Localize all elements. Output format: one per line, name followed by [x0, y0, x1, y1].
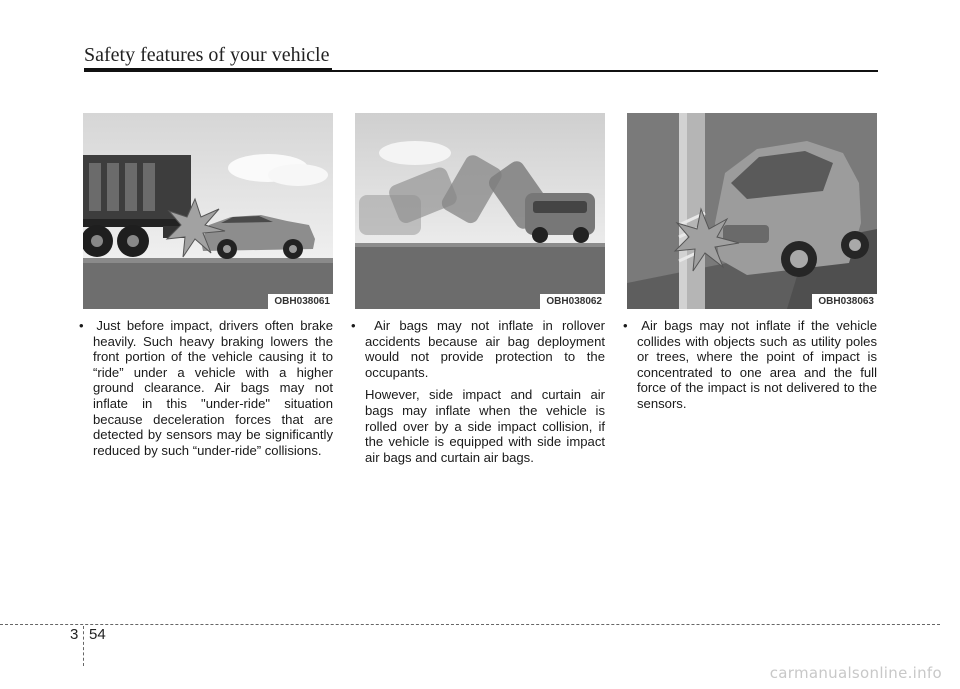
chapter-number: 3 — [70, 626, 79, 643]
figure-code: OBH038063 — [812, 294, 877, 309]
truck-underride-collision-icon — [83, 113, 333, 309]
bullet-paragraph: • Air bags may not inflate if the vehicle collides with objects such as utility poles or trees, where the point of impact is concentrated to one area and the full force of the impact is not delivered to the sensors. — [623, 318, 877, 411]
footer-rule — [0, 624, 940, 625]
header-rule-thick — [84, 68, 332, 72]
figure-pole-collision — [627, 113, 877, 309]
bullet-text: Air bags may not inflate in rollover accidents because air bag deployment would not provide protection to the occupants. — [365, 318, 605, 380]
vehicle-rollover-sequence-icon — [355, 113, 605, 309]
text-column-1 — [79, 318, 333, 458]
section-title: Safety features of your vehicle — [84, 44, 330, 66]
figure-underride — [83, 113, 333, 309]
figure-code: OBH038062 — [540, 294, 605, 309]
bullet-text: Just before impact, drivers often brake heavily. Such heavy braking lowers the front portion of the vehicle causing it to “ride” under a vehicle with a higher ground clearance. Air bags may not inflate in this "under-ride" situation because deceleration forces that are detected by sensors may be significantly reduced by such “under-ride” collisions. — [93, 318, 333, 458]
text-column-3 — [623, 318, 877, 412]
figure-code: OBH038061 — [268, 294, 333, 309]
header-rule-thin — [332, 70, 878, 72]
footer-divider — [83, 626, 84, 666]
pole-collision-icon — [627, 113, 877, 309]
continuation-paragraph: However, side impact and curtain air bags may inflate when the vehicle is rolled over by a side impact collision, if the vehicle is equipped with side impact air bags and curtain air bags. — [365, 387, 605, 465]
bullet-paragraph: • Just before impact, drivers often brake heavily. Such heavy braking lowers the front portion of the vehicle causing it to “ride” under a vehicle with a higher ground clearance. Air bags may not inflate in this "under-ride" situation because deceleration forces that are detected by sensors may be significantly reduced by such “under-ride” collisions. — [79, 318, 333, 458]
page-number: 54 — [89, 626, 106, 643]
watermark: carmanualsonline.info — [769, 664, 942, 682]
text-column-2 — [351, 318, 605, 465]
bullet-paragraph: • Air bags may not inflate in rollover accidents because air bag deployment would not provide protection to the occupants. — [351, 318, 605, 380]
figure-rollover — [355, 113, 605, 309]
bullet-text: Air bags may not inflate if the vehicle collides with objects such as utility poles or trees, where the point of impact is concentrated to one area and the full force of the impact is not delivered to the sensors. — [637, 318, 877, 411]
